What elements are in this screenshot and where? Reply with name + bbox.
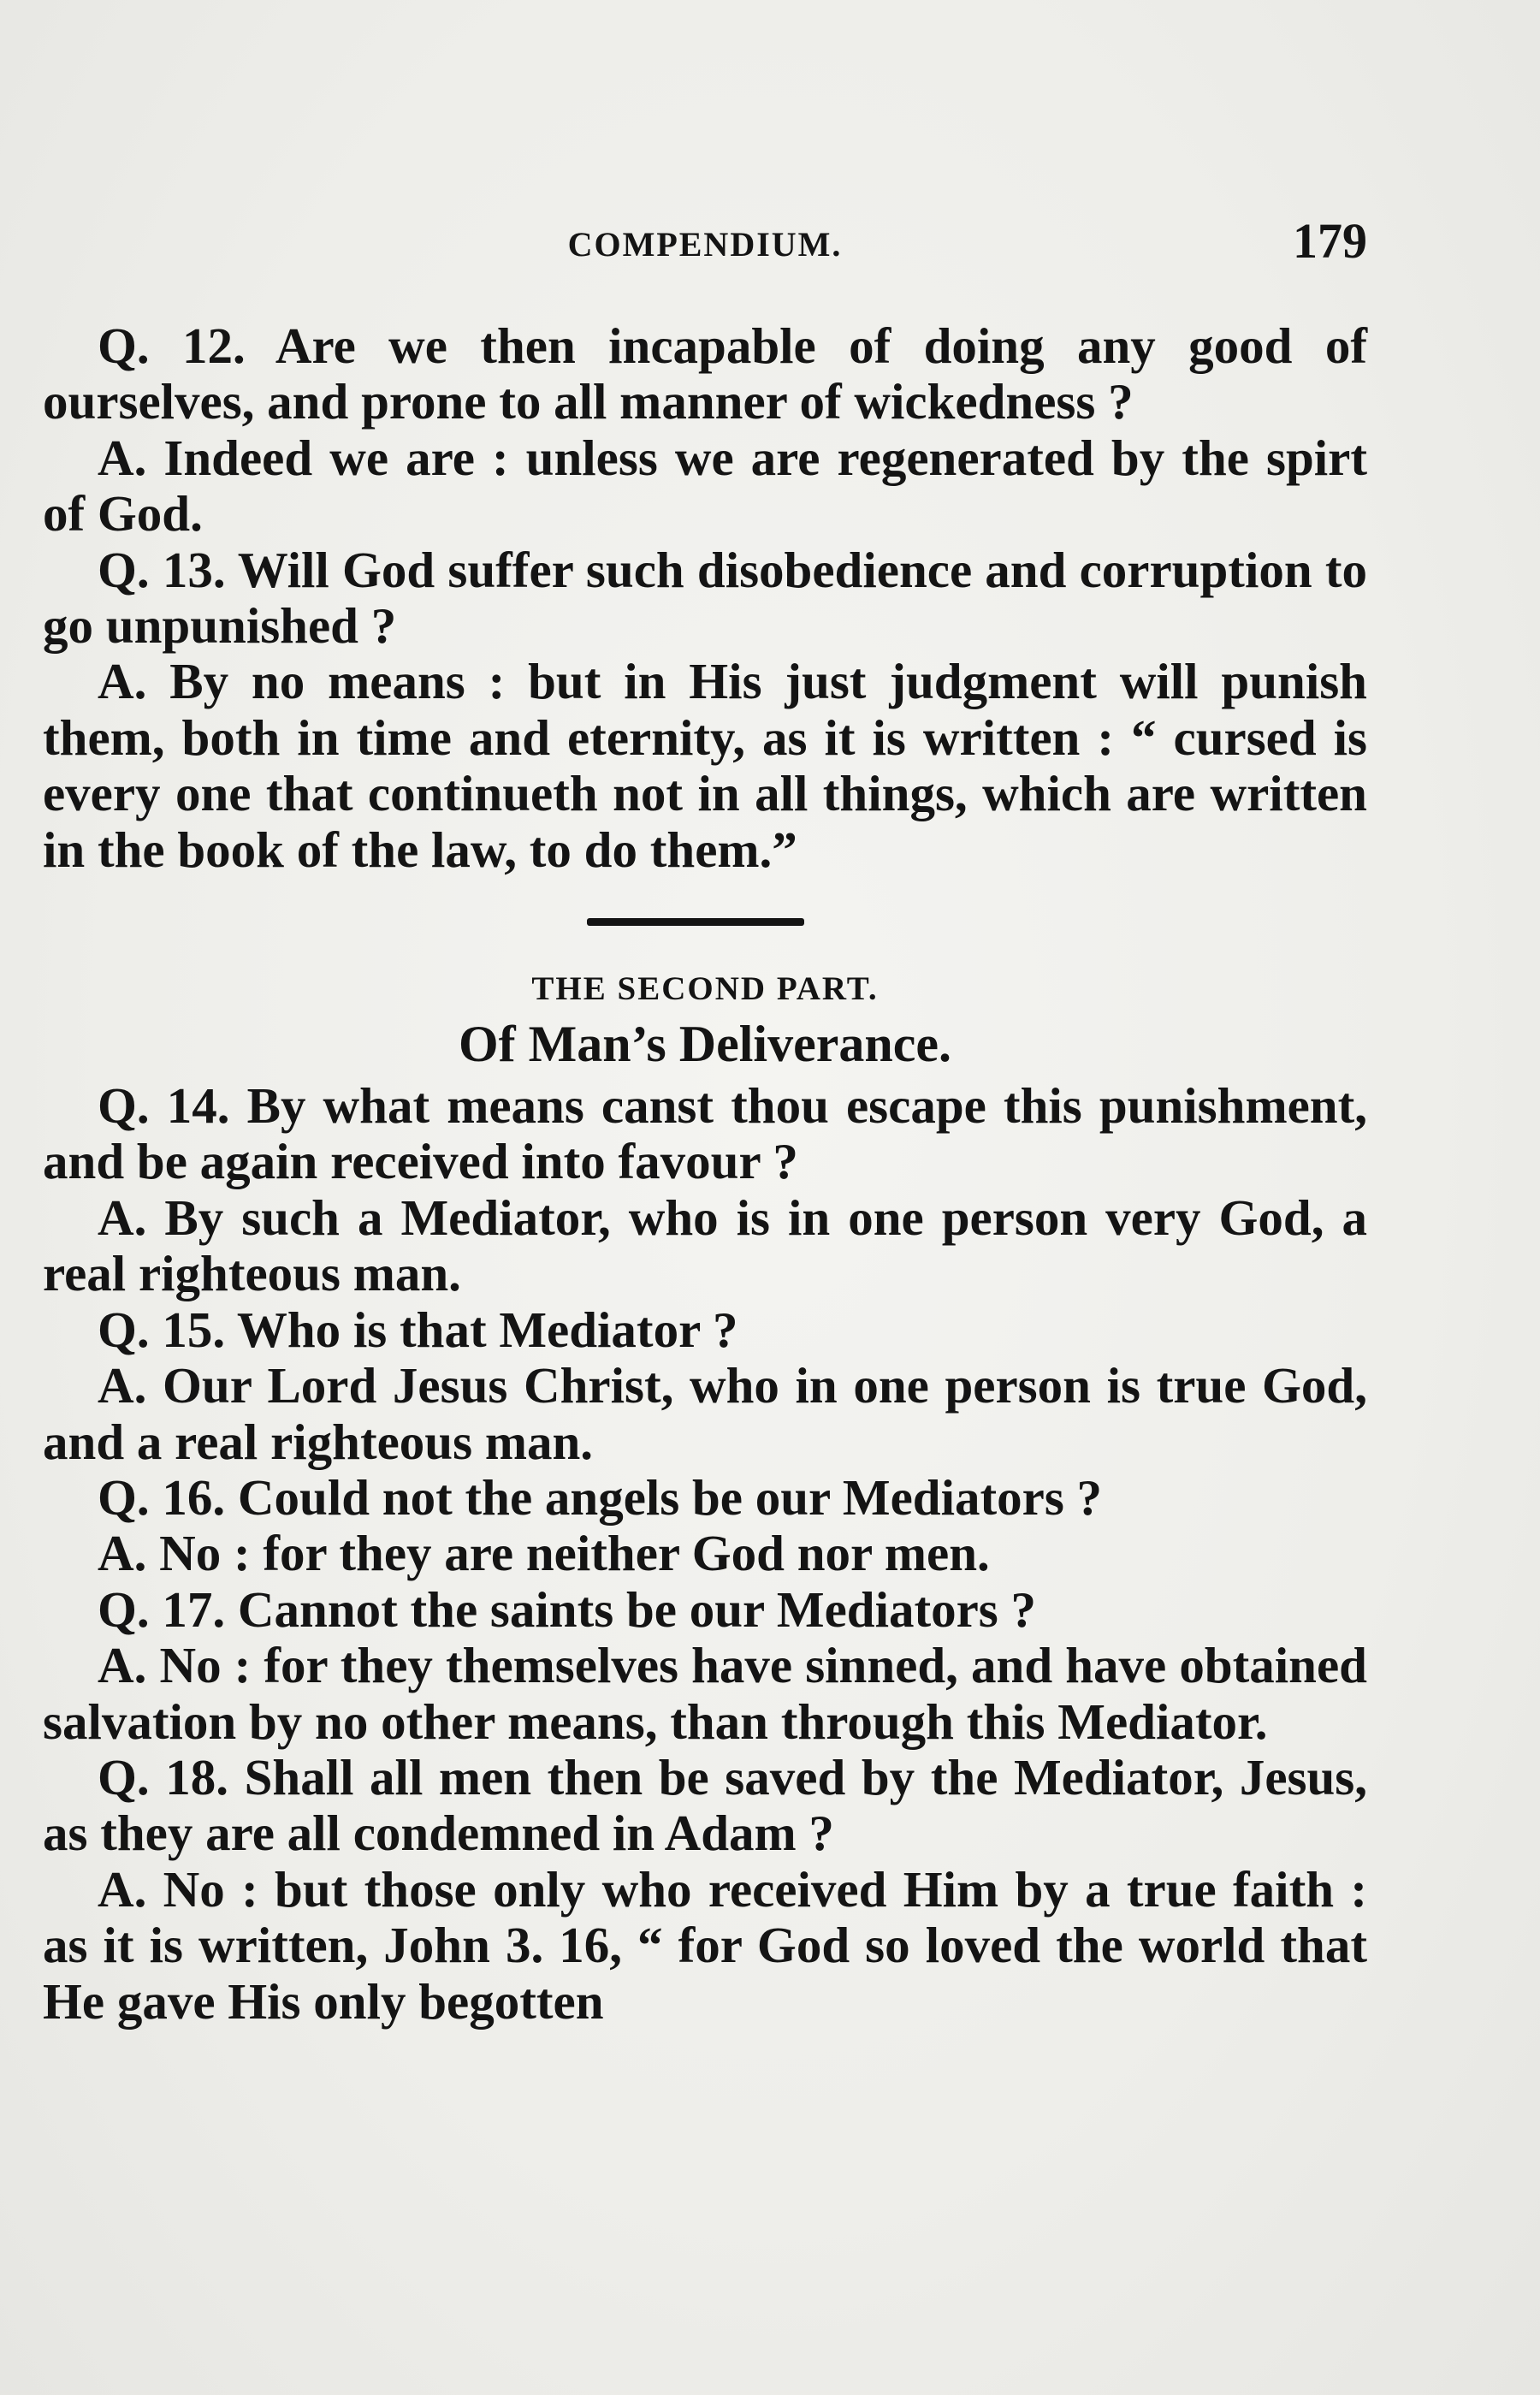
question-16: Q. 16. Could not the angels be our Mediators ? bbox=[98, 1468, 1103, 1526]
section-title: Of Man’s Deliverance. bbox=[459, 1016, 951, 1073]
answer-17: A. No : for they themselves have sinned, and have obtained salvation by no other means, than through this Mediator. bbox=[43, 1637, 1367, 1750]
page-number: 179 bbox=[1293, 213, 1367, 269]
answer-12: A. Indeed we are : unless we are regenerated by the spirt of God. bbox=[43, 429, 1367, 542]
section-divider bbox=[43, 878, 1367, 965]
answer-15: A. Our Lord Jesus Christ, who in one person is true God, and a real righteous man. bbox=[43, 1357, 1367, 1470]
question-15: Q. 15. Who is that Mediator ? bbox=[98, 1301, 738, 1358]
running-head: COMPENDIUM. bbox=[567, 225, 843, 264]
answer-18: A. No : but those only who received Him by a true faith : as it is written, John 3. 16, “ for God so loved the world that He gave His only begotten bbox=[43, 1860, 1367, 2030]
question-14: Q. 14. By what means canst thou escape this punishment, and be again received into favour ? bbox=[43, 1077, 1367, 1190]
question-17: Q. 17. Cannot the saints be our Mediators ? bbox=[98, 1580, 1037, 1638]
question-13: Q. 13. Will God suffer such disobedience and corruption to go unpunished ? bbox=[43, 541, 1367, 655]
body-text bbox=[43, 318, 1367, 2030]
page-header bbox=[43, 212, 1367, 272]
divider-rule bbox=[587, 918, 804, 926]
answer-16: A. No : for they are neither God nor men. bbox=[98, 1525, 990, 1582]
part-heading: THE SECOND PART. bbox=[531, 970, 879, 1008]
answer-14: A. By such a Mediator, who is in one person very God, a real righteous man. bbox=[43, 1189, 1367, 1302]
question-18: Q. 18. Shall all men then be saved by the Mediator, Jesus, as they are all condemned in Adam ? bbox=[43, 1748, 1367, 1862]
answer-13: A. By no means : but in His just judgment will punish them, both in time and eternity, as it is written : “ cursed is every one that continueth not in all things, which are written in the book of the law, to do them.” bbox=[43, 653, 1367, 878]
question-12: Q. 12. Are we then incapable of doing any good of ourselves, and prone to all manner of wickedness ? bbox=[43, 317, 1367, 430]
